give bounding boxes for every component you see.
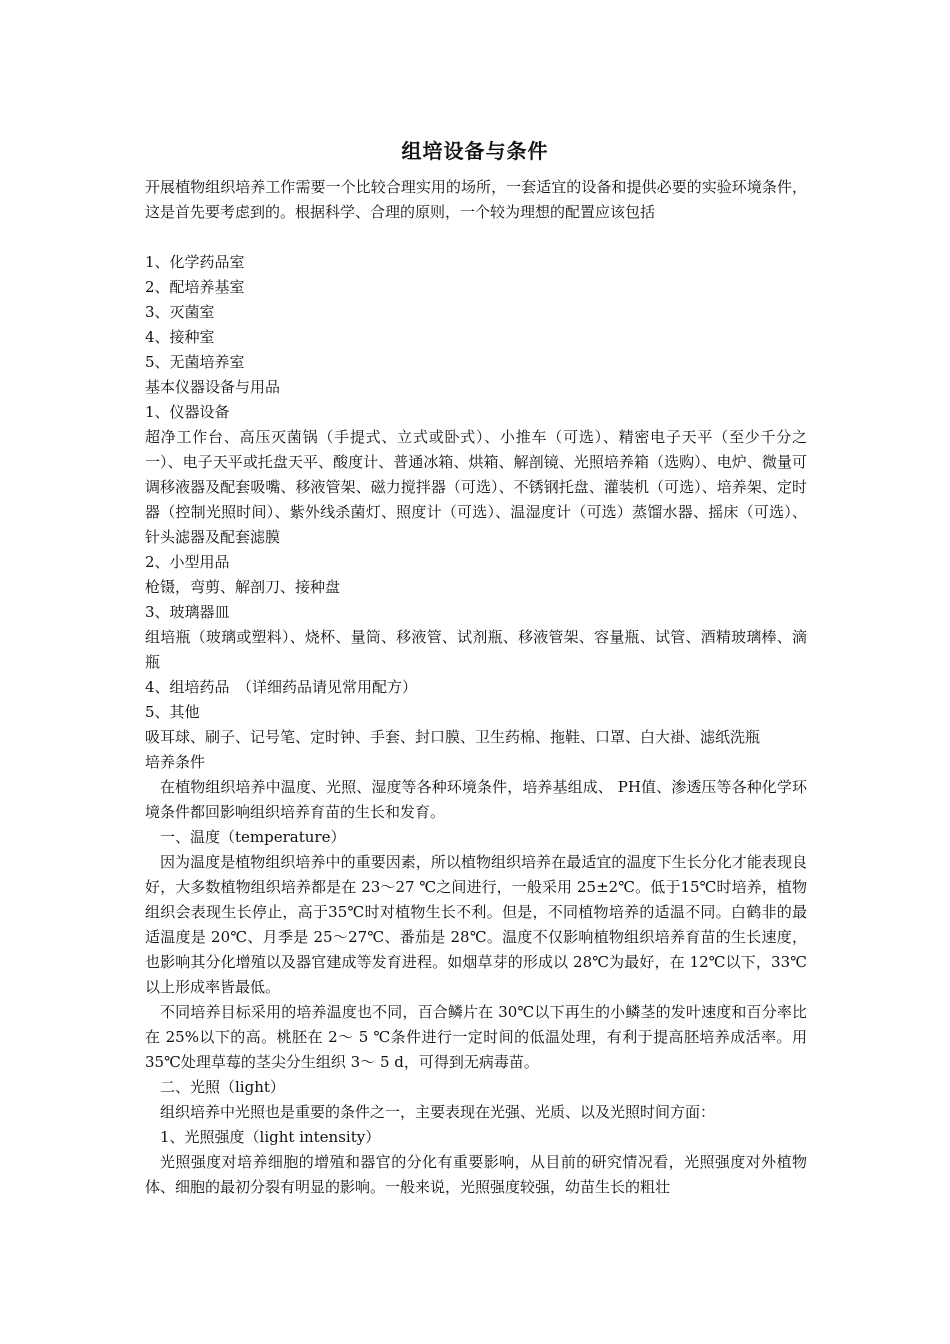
equipment-section-text: 组培瓶（玻璃或塑料）、烧杯、量筒、移液管、试剂瓶、移液管架、容量瓶、试管、酒精玻璃棒、滴瓶 <box>145 628 807 671</box>
equipment-heading: 基本仪器设备与用品 <box>145 378 281 396</box>
light-heading: 二、光照（light） <box>160 1078 285 1096</box>
room-item: 5、无菌培养室 <box>145 353 245 371</box>
light-intro: 组织培养中光照也是重要的条件之一，主要表现在光强、光质、以及光照时间方面： <box>160 1103 716 1121</box>
page-title: 组培设备与条件 <box>401 139 549 163</box>
equipment-section-heading: 4、组培药品 （详细药品请见常用配方） <box>145 678 418 696</box>
temperature-heading: 一、温度（temperature） <box>160 828 346 846</box>
light-intensity-heading: 1、光照强度（light intensity） <box>160 1128 381 1146</box>
temperature-paragraph: 不同培养目标采用的培养温度也不同，百合鳞片在 30℃以下再生的小鳞茎的发叶速度和百分率比在 25%以下的高。桃胚在 2～ 5 ℃条件进行一定时间的低温处理，有利于提高胚培养成活率。用 35℃处理草莓的茎尖分生组织 3～ 5 d，可得到无病毒苗。 <box>145 1003 807 1071</box>
room-item: 2、配培养基室 <box>145 278 245 296</box>
equipment-section-heading: 2、小型用品 <box>145 553 230 571</box>
document-body <box>145 175 807 1200</box>
light-intensity-paragraph: 光照强度对培养细胞的增殖和器官的分化有重要影响，从目前的研究情况看，光照强度对外植物体、细胞的最初分裂有明显的影响。一般来说，光照强度较强，幼苗生长的粗壮 <box>145 1153 807 1196</box>
equipment-section-text: 超净工作台、高压灭菌锅（手提式、立式或卧式）、小推车（可选）、精密电子天平（至少千分之一）、电子天平或托盘天平、酸度计、普通冰箱、烘箱、解剖镜、光照培养箱（选购）、电炉、微量可调移液器及配套吸嘴、移液管架、磁力搅拌器（可选）、不锈钢托盘、灌装机（可选）、培养架、定时器（控制光照时间）、紫外线杀菌灯、照度计（可选）、温湿度计（可选）蒸馏水器、摇床（可选）、针头滤器及配套滤膜 <box>145 428 807 546</box>
room-item: 3、灭菌室 <box>145 303 215 321</box>
equipment-section-heading: 5、其他 <box>145 703 200 721</box>
room-item: 4、接种室 <box>145 328 215 346</box>
equipment-section-heading: 3、玻璃器皿 <box>145 603 230 621</box>
equipment-section-text: 枪镊，弯剪、解剖刀、接种盘 <box>145 578 341 596</box>
room-item: 1、化学药品室 <box>145 253 245 271</box>
blank-line <box>145 225 807 250</box>
conditions-intro: 在植物组织培养中温度、光照、湿度等各种环境条件，培养基组成、 PH值、渗透压等各种化学环境条件都回影响组织培养育苗的生长和发育。 <box>145 778 807 821</box>
equipment-section-heading: 1、仪器设备 <box>145 403 230 421</box>
temperature-paragraph: 因为温度是植物组织培养中的重要因素，所以植物组织培养在最适宜的温度下生长分化才能表现良好，大多数植物组织培养都是在 23～27 ℃之间进行，一般采用 25±2℃。低于15℃时培养，植物组织会表现生长停止，高于35℃时对植物生长不利。但是，不同植物培养的适温不同。白鹤非的最适温度是 20℃、月季是 25～27℃、番茄是 28℃。温度不仅影响植物组织培养育苗的生长速度，也影响其分化增殖以及器官建成等发育进程。如烟草芽的形成以 28℃为最好，在 12℃以下，33℃以上形成率皆最低。 <box>145 853 807 996</box>
intro-paragraph: 开展植物组织培养工作需要一个比较合理实用的场所，一套适宜的设备和提供必要的实验环境条件，这是首先要考虑到的。根据科学、合理的原则，一个较为理想的配置应该包括 <box>145 178 807 221</box>
conditions-heading: 培养条件 <box>145 753 206 771</box>
equipment-section-text: 吸耳球、刷子、记号笔、定时钟、手套、封口膜、卫生药棉、拖鞋、口罩、白大褂、滤纸洗瓶 <box>145 728 761 746</box>
